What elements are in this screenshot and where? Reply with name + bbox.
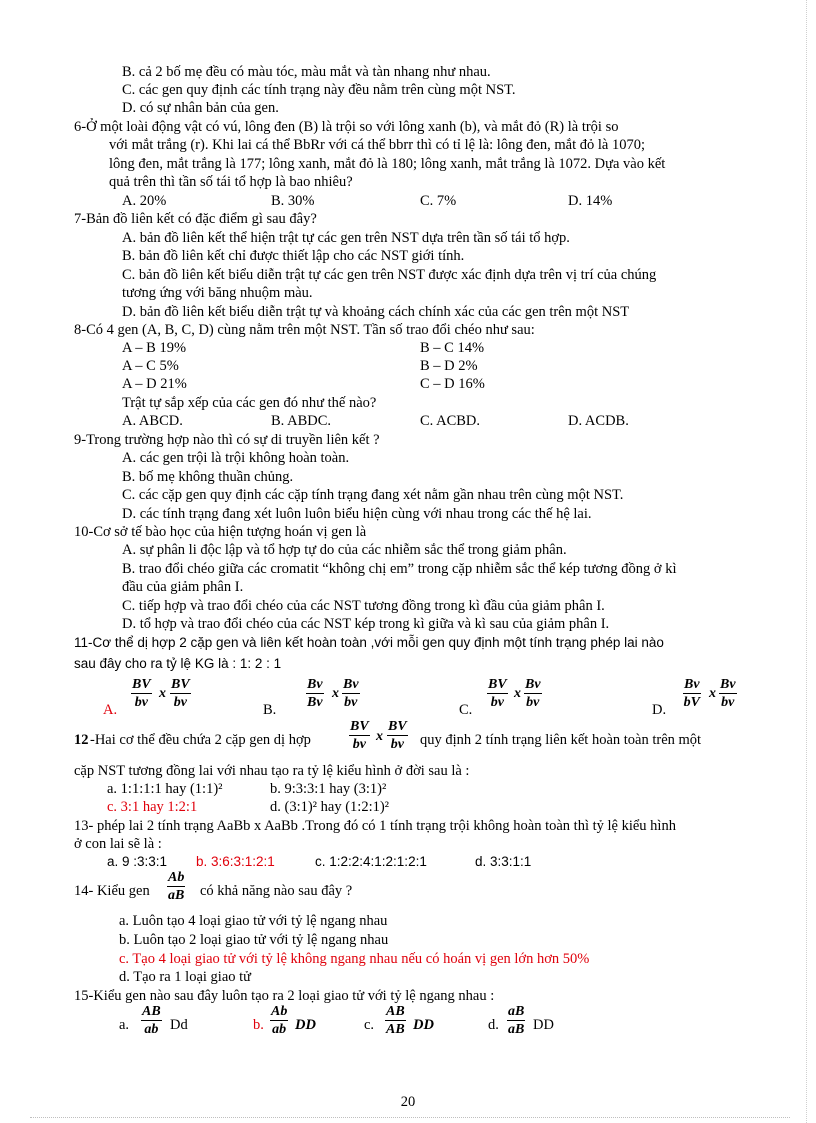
- q12-option-a: a. 1:1:1:1 hay (1:1)²: [107, 781, 223, 797]
- q14-option-a: a. Luôn tạo 4 loại giao tử với tỷ lệ ngang nhau: [119, 913, 388, 929]
- q13-stem-line2: ở con lai sẽ là :: [74, 836, 162, 852]
- q5-option-c: C. các gen quy định các tính trạng này đều nằm trên cùng một NST.: [122, 82, 516, 98]
- q8-freq-bc: B – C 14%: [420, 340, 485, 356]
- q12-option-b: b. 9:3:3:1 hay (3:1)²: [270, 781, 387, 797]
- q6-option-d: D. 14%: [568, 193, 613, 209]
- q15-option-b-label: b.: [253, 1017, 264, 1033]
- q7-option-c-line2: tương ứng với băng nhuộm màu.: [122, 285, 313, 301]
- q11-stem-line2: sau đây cho ra tỷ lệ KG là : 1: 2 : 1: [74, 656, 282, 671]
- margin-divider: [806, 0, 807, 1123]
- q8-option-a: A. ABCD.: [122, 413, 183, 429]
- q11-option-c-label: C.: [459, 702, 473, 718]
- q8-option-c: C. ACBD.: [420, 413, 481, 429]
- q11-a-left-fraction: $\frac{BV}{bv}$: [132, 677, 151, 710]
- q12-stem-line2: cặp NST tương đồng lai với nhau tạo ra tỷ lệ kiểu hình ở đời sau là :: [74, 763, 470, 779]
- q11-d-right-fraction: $\frac{Bv}{bv}$: [720, 677, 736, 710]
- q6-stem-line2: với mắt trắng (r). Khi lai cá thể BbRr với cá thể bbrr thì có tỉ lệ là: lông đen, mắt đỏ là 1070;: [109, 137, 645, 153]
- q6-stem-line4: quả trên thì tần số tái tổ hợp là bao nhiêu?: [109, 174, 353, 190]
- cross-symbol: x: [332, 686, 339, 701]
- cross-symbol: x: [159, 686, 166, 701]
- q14-stem-part2: có khả năng nào sau đây ?: [200, 883, 353, 899]
- q14-stem-part1: 14- Kiểu gen: [74, 883, 150, 899]
- q15-option-c-label: c.: [364, 1017, 375, 1033]
- q6-stem-line1: 6-Ở một loài động vật có vú, lông đen (B) là trội so với lông xanh (b), và mắt đỏ (R) là trội so: [74, 119, 619, 135]
- q15-b-fraction: $\frac{Ab}{ab}$: [271, 1004, 288, 1037]
- q12-option-c: c. 3:1 hay 1:2:1: [107, 799, 198, 815]
- q9-option-b: B. bố mẹ không thuần chủng.: [122, 469, 294, 485]
- q8-option-d: D. ACDB.: [568, 413, 629, 429]
- q11-a-right-fraction: $\frac{BV}{bv}$: [171, 677, 190, 710]
- q15-option-a-label: a.: [119, 1017, 130, 1033]
- q8-stem: 8-Có 4 gen (A, B, C, D) cùng nằm trên một NST. Tần số trao đổi chéo như sau:: [74, 322, 535, 338]
- q9-option-d: D. các tính trạng đang xét luôn luôn biểu hiện cùng với nhau trong các thế hệ lai.: [122, 506, 592, 522]
- q11-option-d-label: D.: [652, 702, 667, 718]
- q12-stem-part2: quy định 2 tính trạng liên kết hoàn toàn trên một: [420, 732, 702, 748]
- page-number: 20: [400, 1094, 416, 1110]
- cross-symbol: x: [709, 686, 716, 701]
- q5-option-d: D. có sự nhân bản của gen.: [122, 100, 279, 116]
- q10-option-b-line2: đầu của giảm phân I.: [122, 579, 244, 595]
- q11-stem-line1: 11-Cơ thể dị hợp 2 cặp gen và liên kết hoàn toàn ,với mỗi gen quy định một tính trạng phép lai nào: [74, 635, 664, 650]
- q9-stem: 9-Trong trường hợp nào thì có sự di truyền liên kết ?: [74, 432, 380, 448]
- q14-option-c: c. Tạo 4 loại giao tử với tỷ lệ không ngang nhau nếu có hoán vị gen lớn hơn 50%: [119, 951, 590, 967]
- q11-b-right-fraction: $\frac{Bv}{bv}$: [343, 677, 359, 710]
- q7-option-c-line1: C. bản đồ liên kết biểu diễn trật tự các gen trên NST được xác định dựa trên vị trí của chúng: [122, 267, 657, 283]
- q10-option-d: D. tổ hợp và trao đổi chéo của các NST kép trong kì giữa và kì sau của giảm phân I.: [122, 616, 610, 632]
- q8-question: Trật tự sắp xếp của các gen đó như thế nào?: [122, 395, 377, 411]
- q8-freq-bd: B – D 2%: [420, 358, 478, 374]
- q11-b-left-fraction: $\frac{Bv}{Bv}$: [307, 677, 323, 710]
- q15-d-fraction: $\frac{aB}{aB}$: [508, 1004, 525, 1037]
- q15-option-d-label: d.: [488, 1017, 499, 1033]
- q7-option-d: D. bản đồ liên kết biểu diễn trật tự và khoảng cách chính xác của các gen trên một NST: [122, 304, 630, 320]
- q12-right-fraction: $\frac{BV}{bv}$: [388, 719, 407, 752]
- q13-option-d: d. 3:3:1:1: [475, 854, 532, 869]
- q6-stem-line3: lông đen, mắt trắng là 177; lông xanh, mắt đỏ là 180; lông xanh, mắt trắng là 1072. Dựa vào kết: [109, 156, 666, 172]
- q13-option-a: a. 9 :3:3:1: [107, 854, 168, 869]
- q15-a-suffix: Dd: [170, 1017, 188, 1033]
- q8-freq-ac: A – C 5%: [122, 358, 179, 374]
- q7-stem: 7-Bản đồ liên kết có đặc điểm gì sau đây?: [74, 211, 317, 227]
- q13-option-c: c. 1:2:2:4:1:2:1:2:1: [315, 854, 427, 869]
- q11-c-right-fraction: $\frac{Bv}{bv}$: [525, 677, 541, 710]
- q5-option-b: B. cả 2 bố mẹ đều có màu tóc, màu mắt và tàn nhang như nhau.: [122, 64, 491, 80]
- q8-option-b: B. ABDC.: [271, 413, 332, 429]
- q7-option-b: B. bản đồ liên kết chỉ được thiết lập cho các NST giới tính.: [122, 248, 465, 264]
- q13-option-b: b. 3:6:3:1:2:1: [196, 854, 275, 869]
- q7-option-a: A. bản đồ liên kết thể hiện trật tự các gen trên NST dựa trên tần số tái tổ hợp.: [122, 230, 570, 246]
- q14-genotype-fraction: $\frac{Ab}{aB}$: [168, 870, 185, 903]
- cross-symbol: x: [376, 729, 383, 744]
- q11-option-b-label: B.: [263, 702, 277, 718]
- q12-number: 12: [74, 732, 89, 748]
- q10-option-b-line1: B. trao đổi chéo giữa các cromatit “không chị em” trong cặp nhiễm sắc thể kép tương đồng ở kì: [122, 561, 677, 577]
- q6-option-a: A. 20%: [122, 193, 167, 209]
- footer-divider: [30, 1117, 790, 1118]
- q15-c-suffix: DD: [413, 1017, 434, 1033]
- q11-option-a-label: A.: [103, 702, 118, 718]
- q9-option-c: C. các cặp gen quy định các cặp tính trạng đang xét nằm gần nhau trên cùng một NST.: [122, 487, 624, 503]
- q15-c-fraction: $\frac{AB}{AB}$: [386, 1004, 405, 1037]
- q14-option-b: b. Luôn tạo 2 loại giao tử với tỷ lệ ngang nhau: [119, 932, 389, 948]
- q10-option-c: C. tiếp hợp và trao đổi chéo của các NST tương đồng trong kì đầu của giảm phân I.: [122, 598, 605, 614]
- q13-stem-line1: 13- phép lai 2 tính trạng AaBb x AaBb .Trong đó có 1 tính trạng trội không hoàn toàn thì tỷ lệ kiểu hình: [74, 818, 676, 834]
- q15-a-fraction: $\frac{AB}{ab}$: [142, 1004, 161, 1037]
- q14-option-d: d. Tạo ra 1 loại giao tử: [119, 969, 252, 985]
- q9-option-a: A. các gen trội là trội không hoàn toàn.: [122, 450, 350, 466]
- q6-option-b: B. 30%: [271, 193, 315, 209]
- q12-left-fraction: $\frac{BV}{bv}$: [350, 719, 369, 752]
- q8-freq-cd: C – D 16%: [420, 376, 485, 392]
- q11-d-left-fraction: $\frac{Bv}{bV}$: [683, 677, 700, 710]
- q10-option-a: A. sự phân li độc lập và tổ hợp tự do của các nhiễm sắc thể trong giảm phân.: [122, 542, 567, 558]
- q6-option-c: C. 7%: [420, 193, 457, 209]
- q12-stem-part1: -Hai cơ thể đều chứa 2 cặp gen dị hợp: [90, 732, 311, 748]
- q15-b-suffix: DD: [295, 1017, 316, 1033]
- q15-stem: 15-Kiểu gen nào sau đây luôn tạo ra 2 loại giao tử với tỷ lệ ngang nhau :: [74, 988, 495, 1004]
- q12-option-d: d. (3:1)² hay (1:2:1)²: [270, 799, 390, 815]
- q11-c-left-fraction: $\frac{BV}{bv}$: [488, 677, 507, 710]
- q8-freq-ab: A – B 19%: [122, 340, 187, 356]
- q10-stem: 10-Cơ sở tế bào học của hiện tượng hoán vị gen là: [74, 524, 367, 540]
- q8-freq-ad: A – D 21%: [122, 376, 187, 392]
- cross-symbol: x: [514, 686, 521, 701]
- q15-d-suffix: DD: [533, 1017, 554, 1033]
